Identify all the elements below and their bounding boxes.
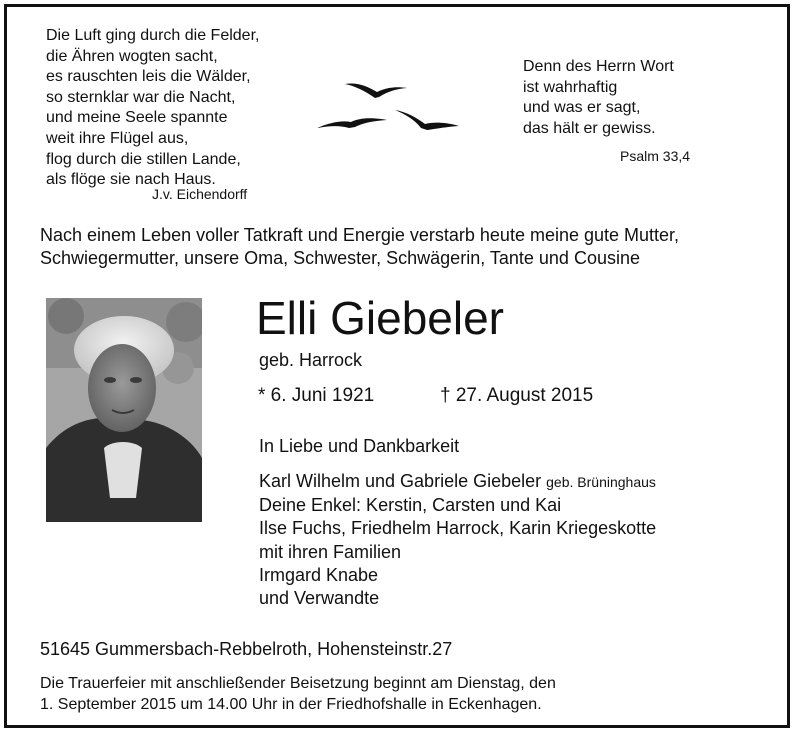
portrait-image xyxy=(46,298,202,522)
bible-verse xyxy=(523,57,674,139)
poem-line: so sternklar war die Nacht, xyxy=(46,88,236,106)
verse-line: ist wahrhaftig xyxy=(523,78,618,96)
poem-line: es rauschten leis die Wälder, xyxy=(46,68,251,86)
maiden-name: geb. Harrock xyxy=(259,350,363,370)
address: 51645 Gummersbach-Rebbelroth, Hohensteinstr.27 xyxy=(40,639,453,659)
poem xyxy=(46,26,316,191)
ceremony-info xyxy=(40,673,556,715)
intro-line: Schwiegermutter, unsere Oma, Schwester, Schwägerin, Tante und Cousine xyxy=(40,247,640,268)
verse-reference: Psalm 33,4 xyxy=(620,148,691,164)
mourners-list xyxy=(259,470,656,610)
verse-line: das hält er gewiss. xyxy=(523,119,656,137)
birds-illustration xyxy=(315,72,463,138)
intro-line: Nach einem Leben voller Tatkraft und Energie verstarb heute meine gute Mutter, xyxy=(40,225,680,245)
death-date: † 27. August 2015 xyxy=(440,385,594,406)
bird-icon xyxy=(395,110,459,130)
birth-date: * 6. Juni 1921 xyxy=(258,385,375,406)
mourner-line: Deine Enkel: Kerstin, Carsten und Kai xyxy=(259,495,562,516)
deceased-name: Elli Giebeler xyxy=(256,292,504,344)
poem-line: die Ähren wogten sacht, xyxy=(46,47,218,65)
poem-line: als flöge sie nach Haus. xyxy=(46,171,216,189)
mourner-line: und Verwandte xyxy=(259,588,380,609)
mourner-line xyxy=(259,470,656,494)
mourner-name: Karl Wilhelm und Gabriele Giebeler xyxy=(259,471,542,491)
poem-line: flog durch die stillen Lande, xyxy=(46,150,241,168)
ceremony-line: 1. September 2015 um 14.00 Uhr in der Friedhofshalle in Eckenhagen. xyxy=(40,696,542,713)
mourner-line: Ilse Fuchs, Friedhelm Harrock, Karin Kriegeskotte xyxy=(259,518,657,539)
poem-line: Die Luft ging durch die Felder, xyxy=(46,27,260,44)
bird-icon xyxy=(345,83,407,98)
portrait-photo xyxy=(46,298,202,522)
verse-line: und was er sagt, xyxy=(523,99,641,116)
poem-author: J.v. Eichendorff xyxy=(152,186,248,202)
mourners-heading: In Liebe und Dankbarkeit xyxy=(259,436,460,456)
poem-line: weit ihre Flügel aus, xyxy=(46,129,189,147)
bird-icon xyxy=(317,118,387,128)
intro-text xyxy=(40,224,679,269)
verse-line: Denn des Herrn Wort xyxy=(523,58,674,75)
poem-line: und meine Seele spannte xyxy=(46,109,228,127)
mourner-line: Irmgard Knabe xyxy=(259,564,379,585)
ceremony-line: Die Trauerfeier mit anschließender Beisetzung beginnt am Dienstag, den xyxy=(40,675,556,692)
mourner-line: mit ihren Familien xyxy=(259,541,402,562)
mourner-maiden-name: geb. Brüninghaus xyxy=(546,474,656,490)
